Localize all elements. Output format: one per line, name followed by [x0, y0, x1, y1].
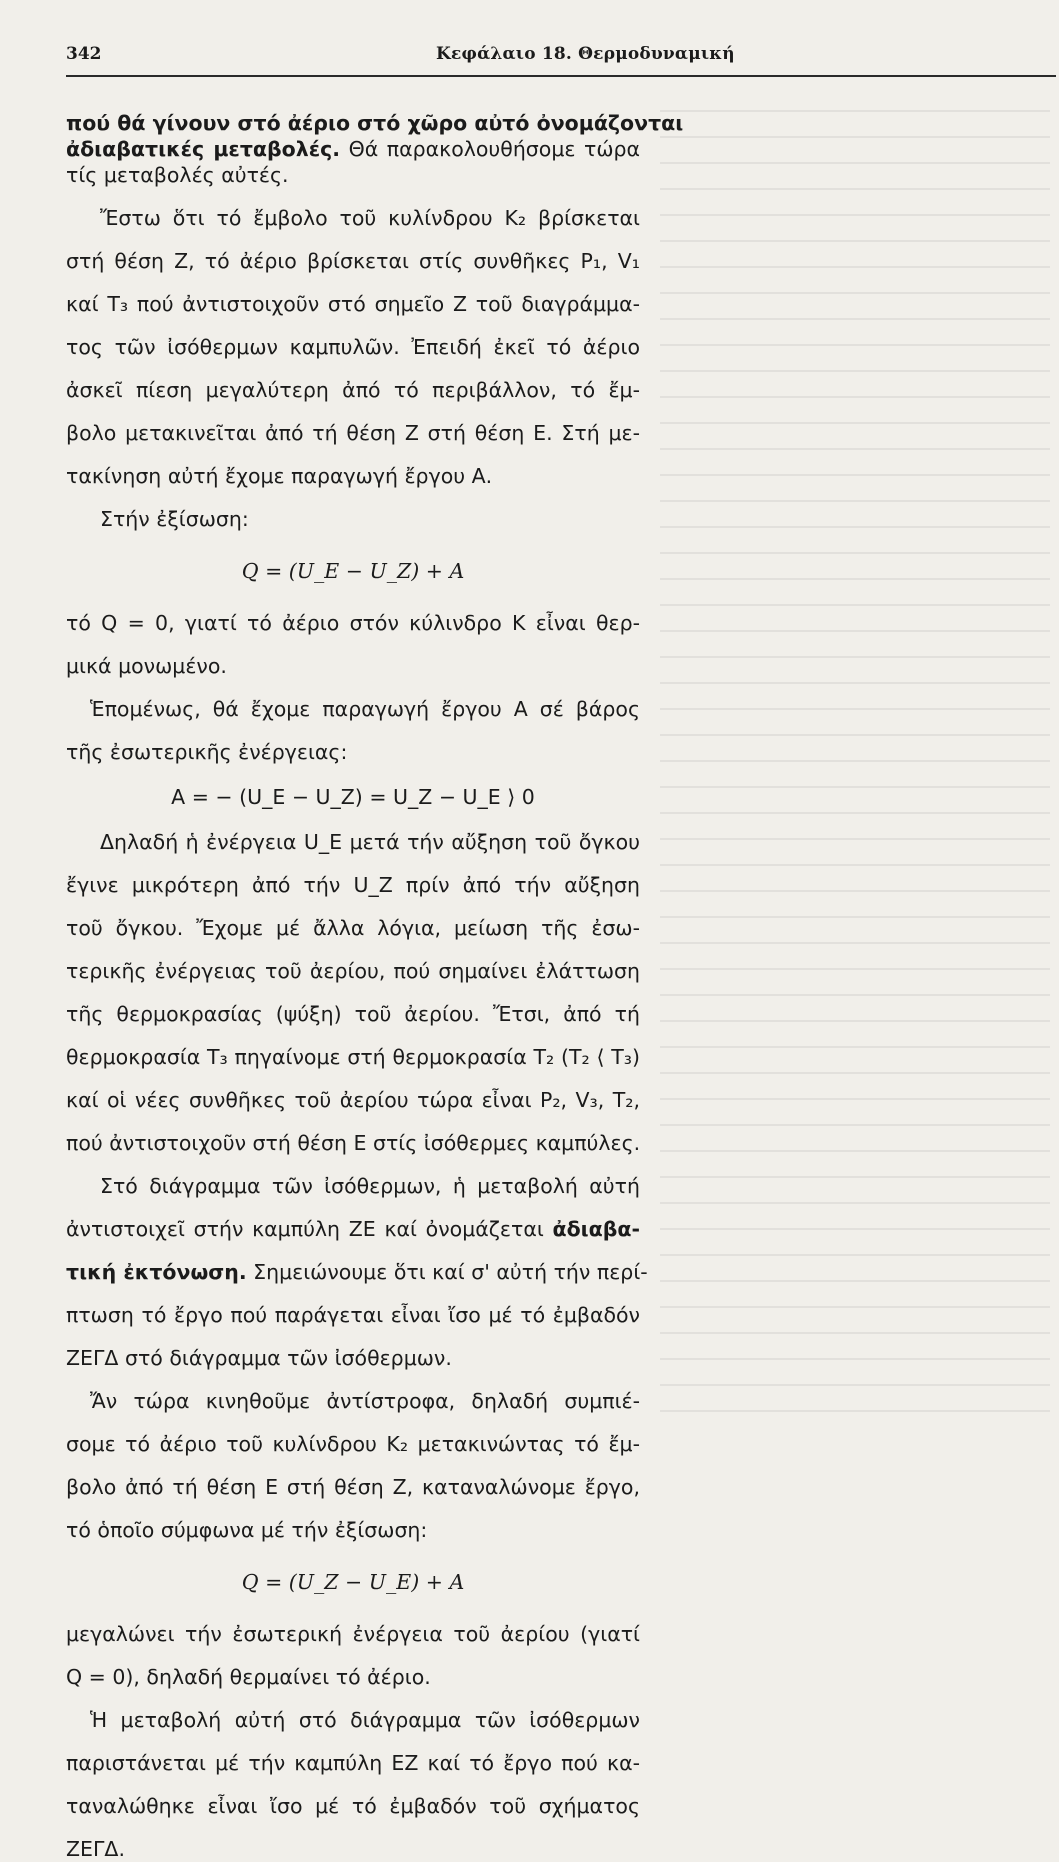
text-line: Ἔστω ὅτι τό ἔμβολο τοῦ κυλίνδρου K₂ βρίσκεται	[100, 206, 640, 230]
text-line: τοῦ ὄγκου. Ἔχομε μέ ἄλλα λόγια, μείωση τῆς ἐσω-	[66, 916, 640, 940]
text-line: στή θέση Ζ, τό ἀέριο βρίσκεται στίς συνθῆκες P₁, V₁	[66, 249, 640, 273]
paragraph-8	[66, 1621, 640, 1690]
bold-term: ἀδιαβα-	[552, 1217, 640, 1241]
text-line: σομε τό ἀέριο τοῦ κυλίνδρου K₂ μετακινώντας τό ἔμ-	[66, 1432, 640, 1456]
text-line: Ἄν τώρα κινηθοῦμε ἀντίστροφα, δηλαδή συμπιέ-	[90, 1389, 640, 1413]
text-line: πού θά γίνουν στό ἀέριο στό χῶρο αὐτό ὀνομάζονται	[66, 111, 684, 135]
bleed-through-shading	[660, 110, 1050, 1430]
text-line: καί οἱ νέες συνθῆκες τοῦ ἀερίου τώρα εἶναι P₂, V₃, T₂,	[66, 1088, 640, 1112]
text-line: τό ὁποῖο σύμφωνα μέ τήν ἐξίσωση:	[66, 1518, 428, 1542]
equation-3: Q = (U_Z − U_E) + A	[241, 1570, 465, 1594]
text-line: πτωση τό ἔργο πού παράγεται εἶναι ἴσο μέ τό ἐμβαδόν	[66, 1303, 640, 1327]
text-line: Δηλαδή ἡ ἐνέργεια U_E μετά τήν αὔξηση τοῦ ὄγκου	[100, 830, 640, 854]
paragraph-3	[66, 610, 640, 679]
text-line: παριστάνεται μέ τήν καμπύλη ΕΖ καί τό ἔργο πού κα-	[66, 1751, 640, 1775]
text-line: καί T₃ πού ἀντιστοιχοῦν στό σημεῖο Ζ τοῦ διαγράμμα-	[66, 292, 640, 316]
text-line: Ἡ μεταβολή αὐτή στό διάγραμμα τῶν ἰσόθερμων	[90, 1708, 640, 1732]
paragraph-4	[66, 696, 640, 765]
text-line: ΖΕΓΔ.	[66, 1837, 125, 1861]
text-line: θερμοκρασία T₃ πηγαίνομε στή θερμοκρασία T₂ (T₂ ⟨ T₃)	[66, 1045, 640, 1069]
text-line: Στήν ἐξίσωση:	[100, 507, 249, 531]
equation-1: Q = (U_E − U_Z) + A	[241, 559, 465, 583]
text-line: μικά μονωμένο.	[66, 654, 227, 678]
text-line: τῆς θερμοκρασίας (ψύξη) τοῦ ἀερίου. Ἔτσι, ἀπό τή	[66, 1002, 640, 1026]
text-line: τερικῆς ἐνέργειας τοῦ ἀερίου, πού σημαίνει ἐλάττωση	[66, 959, 640, 983]
running-head: Κεφάλαιο 18. Θερμοδυναμική	[436, 44, 735, 64]
page-header	[66, 44, 1036, 74]
text-line: βολο μετακινεῖται ἀπό τή θέση Ζ στή θέση Ε. Στή με-	[66, 421, 640, 445]
text-span: ἀντιστοιχεῖ στήν καμπύλη ΖΕ καί ὀνομάζεται	[66, 1217, 553, 1241]
paragraph-2	[66, 205, 640, 532]
text-line: τος τῶν ἰσόθερμων καμπυλῶν. Ἐπειδή ἐκεῖ τό ἀέριο	[66, 335, 640, 359]
paragraph-7	[66, 1388, 640, 1543]
paragraph-6	[66, 1173, 648, 1371]
header-rule	[66, 75, 1056, 77]
text-line	[66, 1216, 640, 1242]
text-line: Στό διάγραμμα τῶν ἰσόθερμων, ἡ μεταβολή αὐτή	[100, 1174, 640, 1198]
text-line: Q = 0), δηλαδή θερμαίνει τό ἀέριο.	[66, 1665, 431, 1689]
page-number: 342	[66, 44, 102, 64]
text-line: ἔγινε μικρότερη ἀπό τήν U_Z πρίν ἀπό τήν αὔξηση	[66, 873, 640, 897]
bold-term: τική ἐκτόνωση.	[66, 1260, 247, 1284]
text-line: Ἑπομένως, θά ἔχομε παραγωγή ἔργου Α σέ βάρος	[90, 697, 640, 721]
text-line: τίς μεταβολές αὐτές.	[66, 163, 289, 187]
text-line: ταναλώθηκε εἶναι ἴσο μέ τό ἐμβαδόν τοῦ σχήματος	[66, 1794, 640, 1818]
text-line: βολο ἀπό τή θέση Ε στή θέση Ζ, καταναλώνομε ἔργο,	[66, 1475, 640, 1499]
bold-term: ἀδιαβατικές μεταβολές.	[66, 137, 341, 161]
text-line: ἀσκεῖ πίεση μεγαλύτερη ἀπό τό περιβάλλον, τό ἔμ-	[66, 378, 640, 402]
text-span: Σημειώνουμε ὅτι καί σ' αὐτή τήν περί-	[246, 1260, 648, 1284]
text-line: ΖΕΓΔ στό διάγραμμα τῶν ἰσόθερμων.	[66, 1346, 452, 1370]
text-span: Θά παρακολουθήσομε τώρα	[340, 137, 641, 161]
text-line: τό Q = 0, γιατί τό ἀέριο στόν κύλινδρο Κ εἶναι θερ-	[66, 611, 640, 635]
text-line	[66, 136, 640, 162]
text-line: τακίνηση αὐτή ἔχομε παραγωγή ἔργου Α.	[66, 464, 493, 488]
paragraph-1	[66, 110, 684, 188]
page-body	[66, 110, 684, 1862]
text-line: πού ἀντιστοιχοῦν στή θέση Ε στίς ἰσόθερμες καμπύλες.	[66, 1131, 641, 1155]
equation-2: A = − (U_E − U_Z) = U_Z − U_E ⟩ 0	[171, 785, 535, 809]
paragraph-9	[66, 1707, 640, 1862]
text-line	[66, 1259, 648, 1285]
paragraph-5	[66, 829, 640, 1156]
text-line: τῆς ἐσωτερικῆς ἐνέργειας:	[66, 740, 348, 764]
text-line: μεγαλώνει τήν ἐσωτερική ἐνέργεια τοῦ ἀερίου (γιατί	[66, 1622, 640, 1646]
